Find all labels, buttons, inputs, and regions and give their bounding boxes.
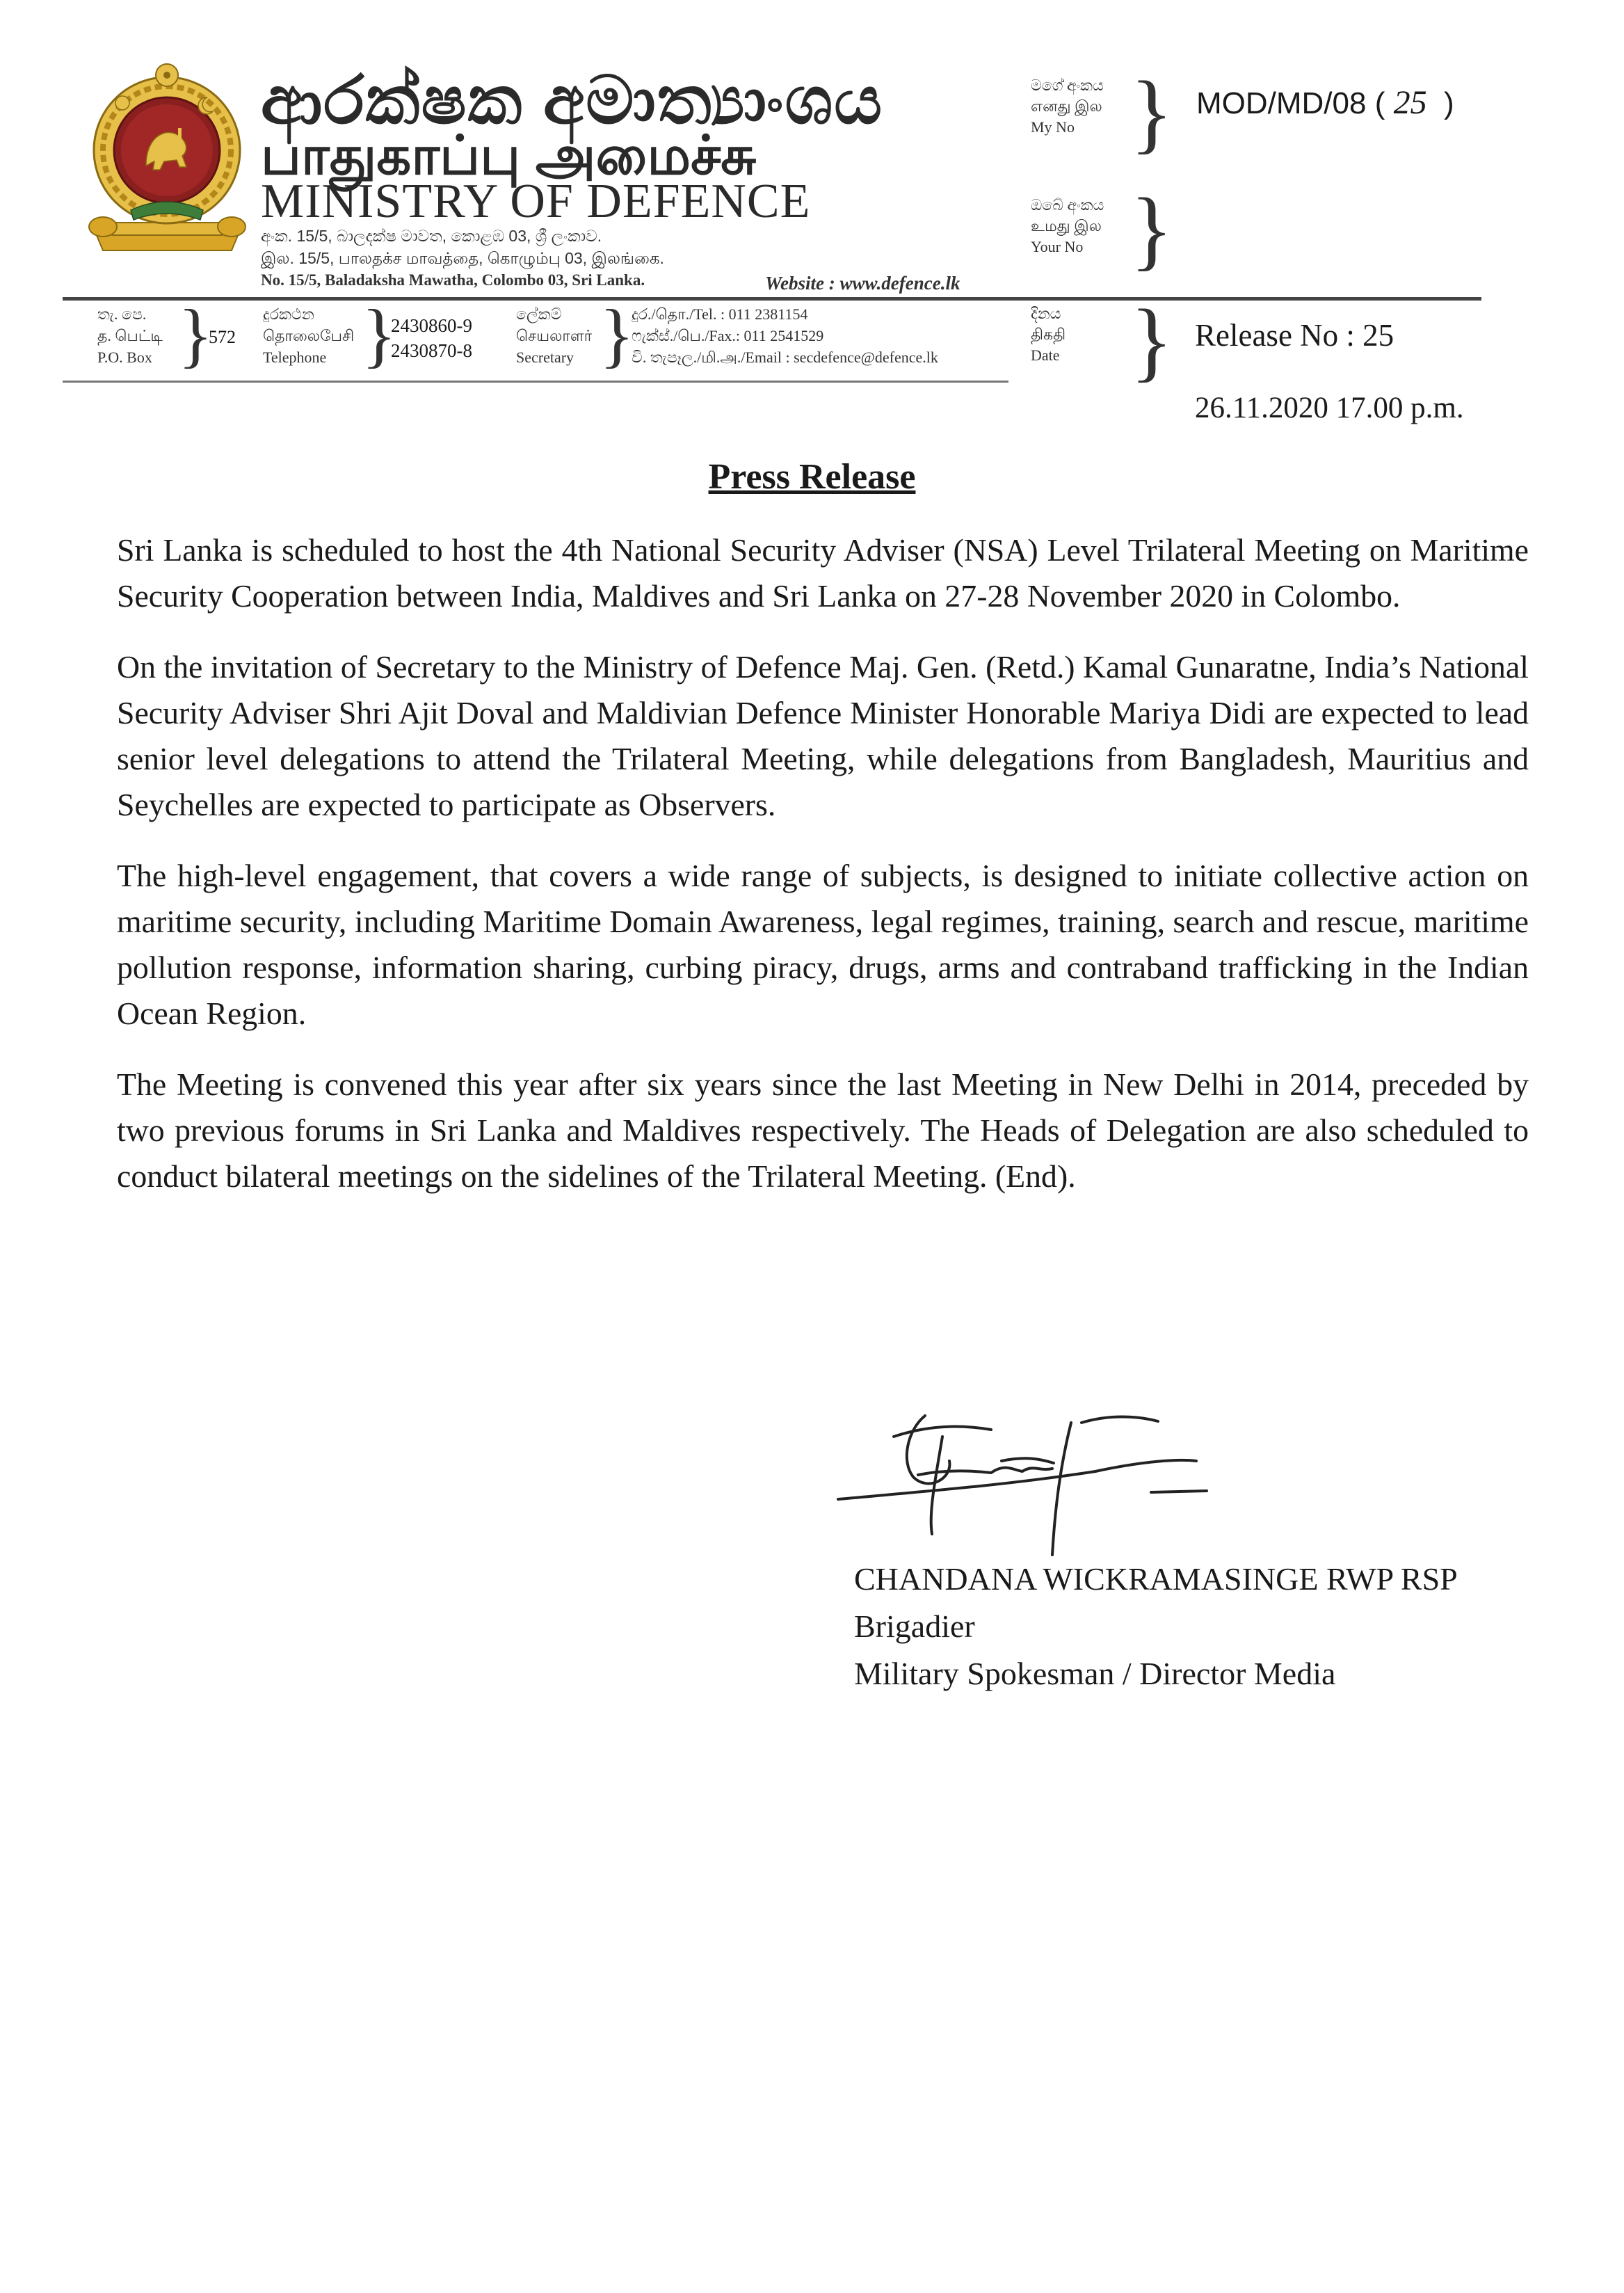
- address-tamil: இல. 15/5, பாலதக்ச மாவத்தை, கொழும்பு 03, இலங்கை.: [261, 249, 664, 267]
- release-datetime: 26.11.2020 17.00 p.m.: [1195, 392, 1464, 424]
- telephone-label-tamil: தொலைபேசி: [263, 327, 355, 344]
- telephone-labels: [263, 303, 354, 368]
- national-emblem-icon: [82, 61, 252, 259]
- secretary-fax: ෆැක්ස්./பெ./Fax.: 011 2541529: [632, 327, 824, 344]
- brace-icon: }: [600, 295, 634, 375]
- paragraph: Sri Lanka is scheduled to host the 4th National Security Adviser (NSA) Level Trilateral Meeting on Maritime Security Cooperation between India, Maldives and Sri Lanka on 27-28 November 2020 in Colombo.: [117, 532, 1529, 614]
- brace-icon: }: [1130, 63, 1173, 162]
- telephone-number: 2430860-9: [391, 315, 472, 336]
- handwritten-signature: [831, 1395, 1262, 1572]
- release-number: Release No : 25: [1195, 318, 1394, 353]
- secretary-telephone: දුර./தொ./Tel. : 011 2381154: [632, 305, 808, 323]
- my-no-label-tamil: எனது இல: [1031, 97, 1102, 115]
- my-no-label-english: My No: [1031, 118, 1075, 136]
- po-box-label-sinhala: තැ. පෙ.: [97, 305, 147, 323]
- telephone-label-sinhala: දුරකථන: [263, 305, 314, 323]
- date-label-english: Date: [1031, 346, 1060, 364]
- po-box-label-english: P.O. Box: [97, 349, 152, 366]
- telephone-label-english: Telephone: [263, 349, 327, 366]
- po-box-number: 572: [209, 327, 236, 347]
- your-no-label-tamil: உமது இல: [1031, 217, 1102, 234]
- secretary-email: වි. තැපෑල./மி.அ./Email : secdefence@defence.lk: [632, 349, 938, 366]
- your-no-labels: [1031, 195, 1104, 257]
- secretary-label-english: Secretary: [516, 349, 574, 366]
- brace-icon: }: [178, 295, 213, 375]
- your-no-label-sinhala: ඔබේ අංකය: [1031, 196, 1104, 214]
- contact-strip-divider: [63, 381, 1008, 383]
- ministry-name-tamil: பாதுகாப்பு அமைச்சு: [261, 125, 757, 186]
- website-text: Website : www.defence.lk: [765, 273, 960, 294]
- secretary-label-sinhala: ලේකම්: [516, 305, 562, 323]
- signatory-rank: Brigadier: [854, 1608, 975, 1644]
- po-box-labels: [97, 303, 163, 368]
- telephone-number: 2430870-8: [391, 340, 472, 361]
- paragraph: The high-level engagement, that covers a wide range of subjects, is designed to initiate collective action on maritime security, including Maritime Domain Awareness, legal regimes, training, search and rescue, maritime pollution response, information sharing, curbing piracy, drugs, arms and contraband trafficking in the Indian Ocean Region.: [117, 858, 1529, 1031]
- po-box-label-tamil: த. பெட்டி: [97, 327, 163, 344]
- page-title: Press Release: [708, 457, 916, 497]
- reference-prefix: MOD/MD/08 (: [1196, 86, 1385, 120]
- ministry-name-sinhala: ආරක්ෂක අමාත්‍යාංශය: [261, 63, 884, 138]
- address-sinhala: අංක. 15/5, බාලදක්ෂ මාවත, කොළඹ 03, ශ්‍රී ලංකාව.: [261, 227, 602, 245]
- ministry-name-english: MINISTRY OF DEFENCE: [261, 175, 811, 228]
- date-labels: [1031, 303, 1066, 366]
- your-no-label-english: Your No: [1031, 238, 1084, 255]
- secretary-contacts: [632, 303, 938, 368]
- brace-icon: }: [1130, 180, 1173, 279]
- paragraph: On the invitation of Secretary to the Ministry of Defence Maj. Gen. (Retd.) Kamal Gunaratne, India’s National Security Adviser Shri Ajit Doval and Maldivian Defence Minister Honorable Mariya Didi are expected to lead senior level delegations to attend the Trilateral Meeting, while delegations from Bangladesh, Mauritius and Seychelles are expected to participate as Observers.: [117, 649, 1529, 822]
- brace-icon: }: [1130, 291, 1173, 390]
- my-no-labels: [1031, 75, 1104, 138]
- telephone-numbers: [391, 313, 472, 363]
- date-label-sinhala: දිනය: [1031, 305, 1061, 322]
- secretary-label-tamil: செயலாளர்: [516, 327, 593, 344]
- letterhead-divider: [63, 297, 1481, 301]
- reference-handwritten-number: 25: [1393, 84, 1427, 121]
- my-no-label-sinhala: මගේ අංකය: [1031, 77, 1104, 94]
- signatory-block: [854, 1556, 1458, 1697]
- press-release-body: [117, 527, 1529, 1224]
- secretary-labels: [516, 303, 592, 368]
- address-english: No. 15/5, Baladaksha Mawatha, Colombo 03, Sri Lanka.: [261, 271, 645, 289]
- paragraph: The Meeting is convened this year after six years since the last Meeting in New Delhi in 2014, preceded by two previous forums in Sri Lanka and Maldives respectively. The Heads of Delegation are also scheduled to conduct bilateral meetings on the sidelines of the Trilateral Meeting. (End).: [117, 1066, 1529, 1194]
- reference-number: [1196, 83, 1454, 122]
- signatory-title: Military Spokesman / Director Media: [854, 1656, 1336, 1691]
- signatory-name: CHANDANA WICKRAMASINGE RWP RSP: [854, 1561, 1458, 1597]
- brace-icon: }: [362, 295, 396, 375]
- date-label-tamil: திகதி: [1031, 326, 1066, 343]
- reference-suffix: ): [1444, 86, 1454, 120]
